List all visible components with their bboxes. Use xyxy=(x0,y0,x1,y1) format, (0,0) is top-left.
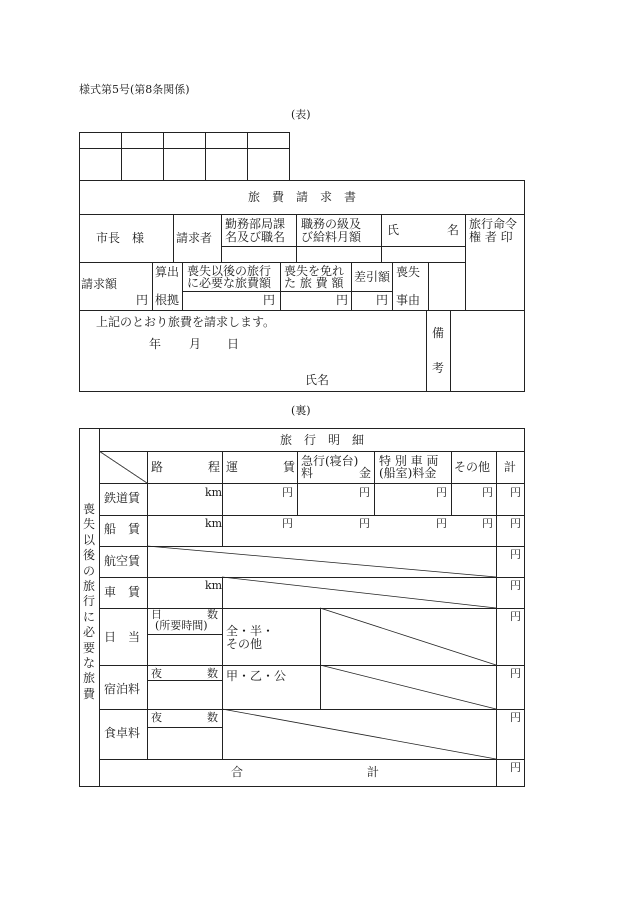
ship-fare-yen: 円 xyxy=(282,517,293,530)
lodging-nights-right: 数 xyxy=(207,667,218,680)
daily-days-note: (所要時間) xyxy=(155,619,208,632)
seal-label-line1: 旅行命令 xyxy=(469,217,518,231)
needed-cost-label-line2: に必要な旅費額 xyxy=(187,276,272,290)
ship-total-yen: 円 xyxy=(510,517,521,530)
col-route-right: 程 xyxy=(208,460,221,474)
row-car-label: 車 賃 xyxy=(104,585,141,599)
rail-km: km xyxy=(205,486,223,499)
remarks-label-line2: 考 xyxy=(432,361,445,375)
col-special-line1: 特 別 車 両 xyxy=(379,454,439,468)
ship-express-yen: 円 xyxy=(359,517,370,530)
grade-label-line2: び給料月額 xyxy=(301,230,362,244)
daily-days-label-right: 数 xyxy=(207,608,218,621)
sum-label-right: 計 xyxy=(367,765,380,779)
rail-express-yen: 円 xyxy=(359,486,370,499)
row-rail-label: 鉄道賃 xyxy=(104,491,141,505)
deduction-yen: 円 xyxy=(376,293,389,307)
loss-reason-label-line1: 喪失 xyxy=(396,265,421,279)
meal-nights-left: 夜 xyxy=(151,711,162,724)
claim-amount-label: 請求額 xyxy=(81,277,118,291)
ship-other-yen: 円 xyxy=(482,517,493,530)
basis-label-line2: 根拠 xyxy=(155,293,180,307)
travel-detail-header: 旅 行 明 細 xyxy=(279,433,364,447)
col-route-left: 路 xyxy=(151,460,164,474)
dept-label-line2: 名及び職名 xyxy=(225,230,286,244)
col-fare-right: 賃 xyxy=(283,460,296,474)
date-day-label: 日 xyxy=(227,337,240,351)
lodging-nights-left: 夜 xyxy=(151,667,162,680)
sum-total-yen: 円 xyxy=(510,761,521,774)
exempt-label-line2: た 旅 費 額 xyxy=(284,276,344,290)
basis-label-line1: 算出 xyxy=(155,265,180,279)
lodging-type: 甲・乙・公 xyxy=(226,669,287,683)
needed-cost-label-line1: 喪失以後の旅行 xyxy=(187,264,272,278)
claim-statement: 上記のとおり旅費を請求します。 xyxy=(96,315,276,329)
car-total-yen: 円 xyxy=(510,579,521,592)
claimant-label: 請求者 xyxy=(176,231,213,245)
front-side-label: (表) xyxy=(291,108,311,121)
grade-label-line1: 職務の級及 xyxy=(301,217,362,231)
date-month-label: 月 xyxy=(189,337,202,351)
name-label-left: 氏 xyxy=(387,223,400,237)
remarks-label-line1: 備 xyxy=(432,326,445,340)
dept-label-line1: 勤務部局課 xyxy=(225,217,286,231)
exempt-yen: 円 xyxy=(336,293,349,307)
rail-special-yen: 円 xyxy=(436,486,447,499)
col-express-line1: 急行(寝台) xyxy=(301,454,359,468)
sum-label-left: 合 xyxy=(231,765,244,779)
addressee-label: 市長 様 xyxy=(96,231,145,245)
col-express-line2b: 金 xyxy=(359,466,372,480)
daily-type-line1: 全・半・ xyxy=(226,624,275,638)
col-other: その他 xyxy=(454,460,491,474)
back-side-label: (裏) xyxy=(291,404,311,417)
daily-type-line2: その他 xyxy=(226,637,263,651)
date-year-label: 年 xyxy=(149,337,162,351)
car-km: km xyxy=(205,579,223,592)
rail-other-yen: 円 xyxy=(482,486,493,499)
rail-total-yen: 円 xyxy=(510,486,521,499)
row-daily-label: 日 当 xyxy=(104,630,141,644)
signature-label: 氏名 xyxy=(305,373,330,387)
loss-reason-label-line2: 事由 xyxy=(396,293,421,307)
col-fare-left: 運 xyxy=(226,460,239,474)
row-air-label: 航空賃 xyxy=(104,554,141,568)
row-meal-label: 食卓料 xyxy=(104,726,141,740)
form-title: 旅 費 請 求 書 xyxy=(247,190,356,204)
lodging-total-yen: 円 xyxy=(510,667,521,680)
air-total-yen: 円 xyxy=(510,548,521,561)
ship-special-yen: 円 xyxy=(436,517,447,530)
daily-days-label-left: 日 xyxy=(151,608,162,621)
col-total: 計 xyxy=(504,460,517,474)
meal-nights-right: 数 xyxy=(207,711,218,724)
back-side-vertical-label: 喪失以後の旅行に必要な旅費 xyxy=(82,502,95,701)
ship-km: km xyxy=(205,517,223,530)
col-express-line2a: 料 xyxy=(301,466,314,480)
form-number-label: 様式第5号(第8条関係) xyxy=(79,83,190,96)
deduction-label: 差引額 xyxy=(354,270,391,284)
daily-total-yen: 円 xyxy=(510,610,521,623)
col-special-line2: (船室)料金 xyxy=(379,466,437,480)
row-ship-label: 船 賃 xyxy=(104,522,141,536)
needed-cost-yen: 円 xyxy=(263,293,276,307)
meal-total-yen: 円 xyxy=(510,711,521,724)
seal-label-line2: 権 者 印 xyxy=(469,230,513,244)
exempt-label-line1: 喪失を免れ xyxy=(284,264,345,278)
name-label-right: 名 xyxy=(447,223,460,237)
claim-amount-yen: 円 xyxy=(136,293,149,307)
rail-fare-yen: 円 xyxy=(282,486,293,499)
row-lodging-label: 宿泊料 xyxy=(104,682,141,696)
